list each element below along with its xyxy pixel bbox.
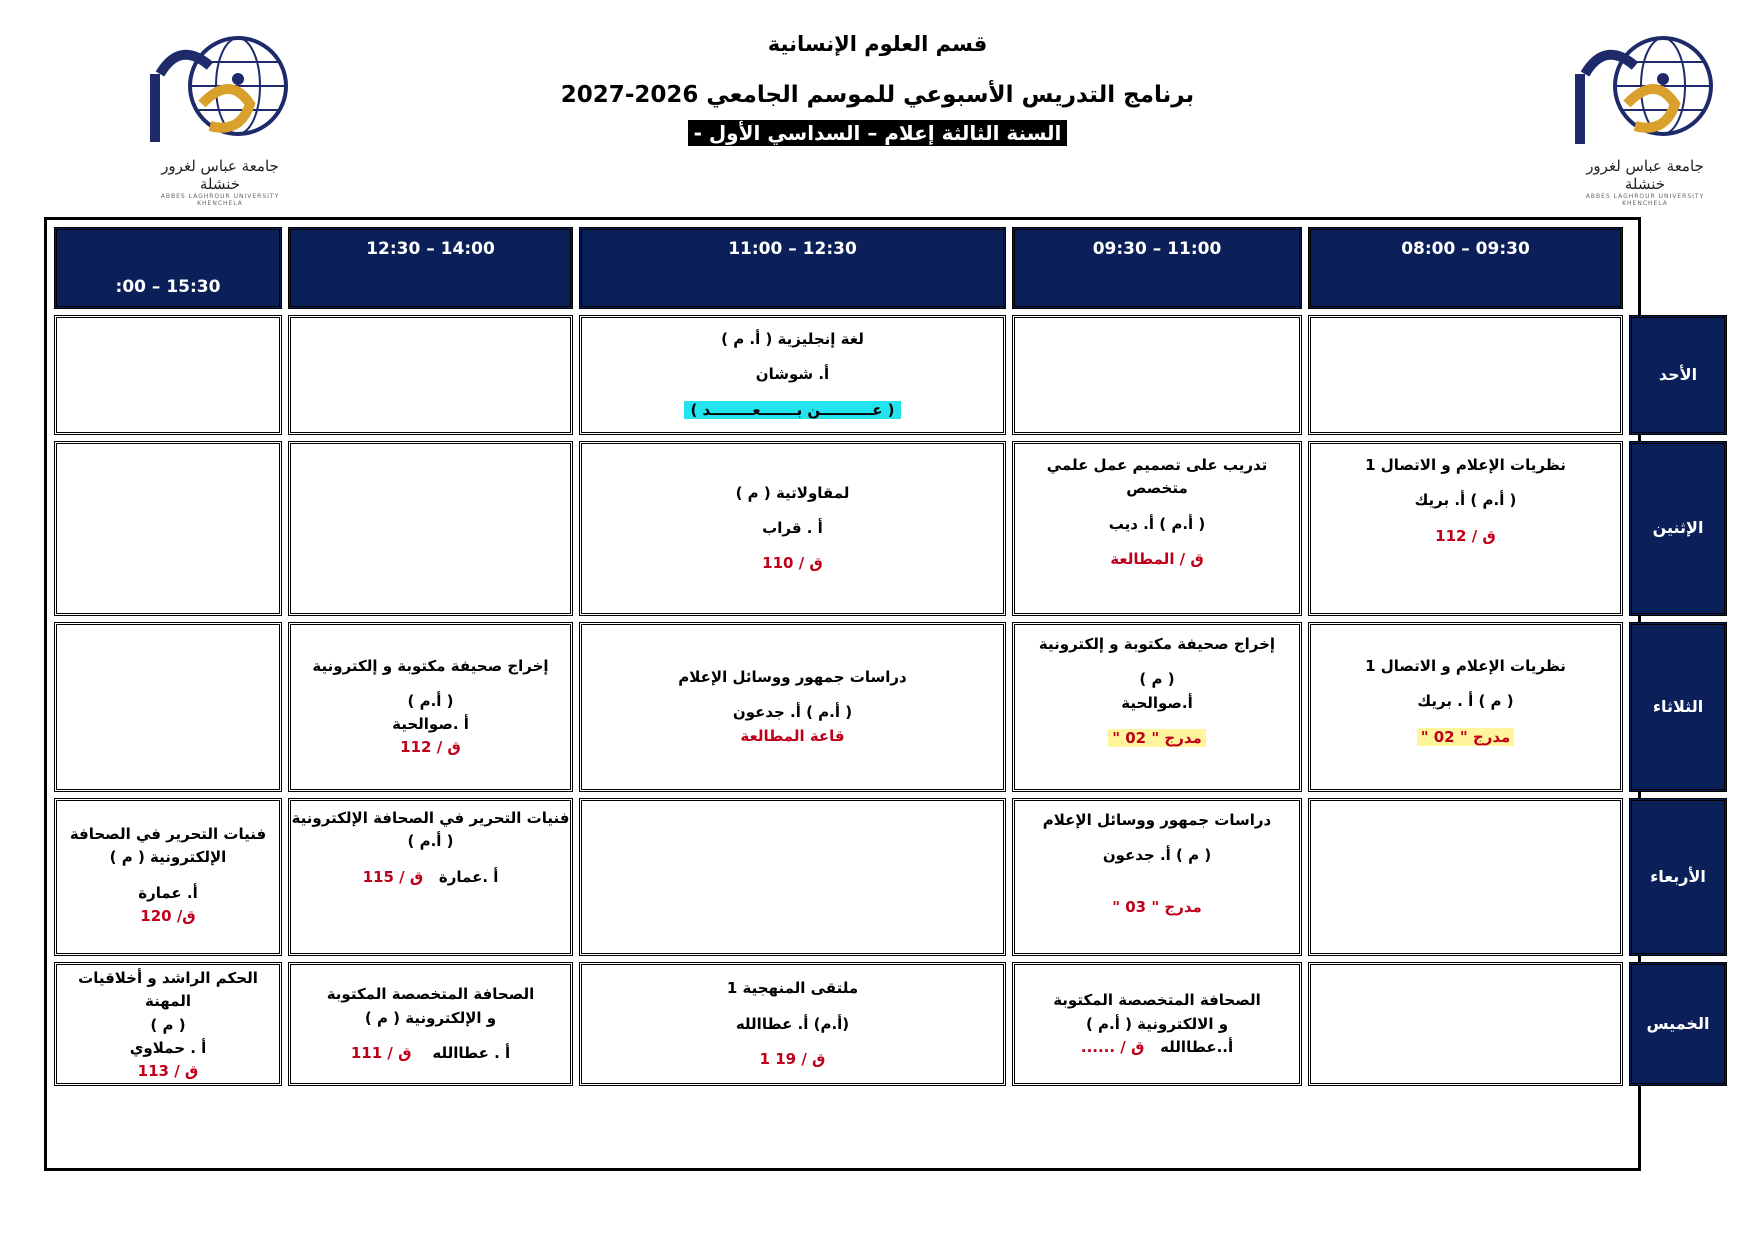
course-name: دراسات جمهور ووسائل الإعلام	[1042, 811, 1272, 829]
session-cell	[579, 622, 1006, 792]
session-cell	[54, 798, 282, 956]
teacher-name: أ.صوالحية	[1121, 693, 1193, 712]
room-label: مدرج " 02 "	[1417, 728, 1515, 746]
session-cell	[579, 315, 1006, 435]
time-slot-header: 14:00 – 12:30	[288, 227, 573, 309]
day-row-wednesday	[54, 798, 1727, 956]
session-cell	[54, 962, 282, 1086]
teacher-name: أ . قراب	[762, 518, 823, 537]
page-subtitle: السنة الثالثة إعلام – السداسي الأول -	[688, 120, 1068, 146]
header-row	[54, 227, 1727, 309]
session-cell-empty	[579, 798, 1006, 956]
room-label: ق / 19 1	[759, 1049, 826, 1068]
university-caption-right: ABBES LAGHROUR UNIVERSITY KHENCHELA	[1585, 193, 1705, 207]
session-cell	[1308, 441, 1623, 616]
globe-emblem-icon	[1565, 34, 1725, 149]
session-cell-empty	[288, 441, 573, 616]
session-cell-empty	[1308, 962, 1623, 1086]
teacher-name: أ. شوشان	[755, 365, 830, 384]
globe-emblem-icon	[140, 34, 300, 149]
course-name: الحكم الراشد و أخلاقيات المهنة	[78, 969, 258, 1011]
day-row-tuesday	[54, 622, 1727, 792]
course-name: لغة إنجليزية ( أ. م )	[721, 330, 864, 349]
course-name: فنيات التحرير في الصحافة الإلكترونية	[291, 809, 570, 827]
session-cell	[288, 962, 573, 1086]
day-label: الخميس	[1629, 962, 1727, 1086]
room-label: ق / 111	[350, 1043, 412, 1062]
course-name: دراسات جمهور ووسائل الإعلام	[678, 668, 907, 687]
course-name: الصحافة المتخصصة المكتوبة	[326, 985, 535, 1004]
department-name: قسم العلوم الإنسانية	[767, 32, 988, 56]
teacher-name: ( م ) أ . بريك	[1417, 692, 1514, 711]
teacher-name: أ .صوالحية	[392, 715, 469, 733]
session-cell	[288, 622, 573, 792]
day-row-thursday	[54, 962, 1727, 1086]
session-type: ( م )	[150, 1015, 186, 1034]
room-label: ق / 112	[400, 738, 461, 757]
session-cell-empty	[288, 315, 573, 435]
university-name-right: جامعة عباس لغرور خنشلة	[1586, 157, 1704, 193]
room-label: ق/ 120	[140, 906, 196, 925]
session-type: ( م )	[1139, 670, 1175, 689]
session-cell	[1012, 622, 1302, 792]
session-cell-empty	[1308, 798, 1623, 956]
teacher-name: ( م ) أ. جدعون	[1102, 846, 1212, 865]
room-label: ق / 110	[762, 554, 823, 573]
day-label: الإثنين	[1629, 441, 1727, 616]
time-slot-header: 15:30 – 00:	[54, 227, 282, 309]
day-label: الثلاثاء	[1629, 622, 1727, 792]
course-name: إخراج صحيفة مكتوبة و إلكترونية	[312, 656, 549, 675]
day-row-sunday	[54, 315, 1727, 435]
session-cell-empty	[54, 315, 282, 435]
teacher-name: أ .عمارة	[438, 867, 499, 886]
session-cell	[1012, 441, 1302, 616]
teacher-name: ( أ.م ) أ. جدعون	[732, 703, 853, 722]
session-type: ( أ.م )	[407, 691, 454, 710]
day-label: الأربعاء	[1629, 798, 1727, 956]
teacher-name: أ..عطاالله	[1160, 1037, 1234, 1056]
teacher-name: أ . حملاوي	[129, 1038, 207, 1057]
session-cell-empty	[54, 441, 282, 616]
university-logo-left	[140, 34, 300, 207]
day-row-monday	[54, 441, 1727, 616]
university-logo-right	[1565, 34, 1725, 207]
page-title: برنامج التدريس الأسبوعي للموسم الجامعي 2026-2027	[560, 82, 1195, 108]
time-slot-header: 09:30 – 08:00	[1308, 227, 1623, 309]
teacher-name: ( أ.م ) أ. ديب	[1108, 514, 1206, 533]
session-cell	[1012, 798, 1302, 956]
session-cell	[288, 798, 573, 956]
room-label: مدرج " 02 "	[1108, 729, 1206, 747]
course-name: إخراج صحيفة مكتوبة و إلكترونية	[1038, 635, 1276, 653]
session-cell-empty	[54, 622, 282, 792]
session-cell-empty	[1012, 315, 1302, 435]
course-name: الصحافة المتخصصة المكتوبة	[1053, 991, 1261, 1010]
time-slot-header: 11:00 – 09:30	[1012, 227, 1302, 309]
room-label: ق / 113	[137, 1062, 199, 1080]
course-name: نظريات الإعلام و الاتصال 1	[1365, 657, 1566, 675]
remote-note: ( عــــــــــن بـــــــعــــــــد )	[684, 401, 900, 419]
room-label: ق / 115	[362, 867, 424, 886]
teacher-name: ( أ.م ) أ. بريك	[1414, 491, 1517, 510]
teacher-name: (أ.م) أ. عطاالله	[735, 1014, 850, 1033]
course-name: نظريات الإعلام و الاتصال 1	[1365, 456, 1566, 474]
teacher-name: أ. عمارة	[138, 883, 198, 902]
day-label: الأحد	[1629, 315, 1727, 435]
session-cell-empty	[1308, 315, 1623, 435]
schedule-table	[48, 221, 1733, 1092]
course-name: تدريب على تصميم عمل علمي متخصص	[1046, 456, 1268, 498]
course-name: فنيات التحرير في الصحافة الإلكترونية ( م )	[69, 825, 267, 867]
room-label: ق / ......	[1080, 1037, 1145, 1056]
room-label: ق / المطالعة	[1110, 549, 1204, 568]
course-name-line2: و الإلكترونية ( م )	[364, 1008, 497, 1027]
session-cell	[579, 441, 1006, 616]
course-name-line2: و الالكترونية ( أ.م )	[1085, 1014, 1229, 1033]
room-label: مدرج " 03 "	[1112, 897, 1202, 916]
room-label: قاعة المطالعة	[740, 726, 845, 745]
room-label: ق / 112	[1435, 526, 1496, 545]
university-name-left: جامعة عباس لغرور خنشلة	[161, 157, 279, 193]
teacher-name: أ . عطاالله	[432, 1043, 511, 1062]
university-caption-left: ABBES LAGHROUR UNIVERSITY KHENCHELA	[160, 193, 280, 207]
session-cell	[1308, 622, 1623, 792]
session-cell	[579, 962, 1006, 1086]
session-cell	[1012, 962, 1302, 1086]
course-name: ملتقى المنهجية 1	[726, 979, 859, 998]
time-slot-header: 12:30 – 11:00	[579, 227, 1006, 309]
course-name: لمقاولاتية ( م )	[735, 483, 850, 502]
session-type: ( أ.م )	[407, 832, 454, 851]
